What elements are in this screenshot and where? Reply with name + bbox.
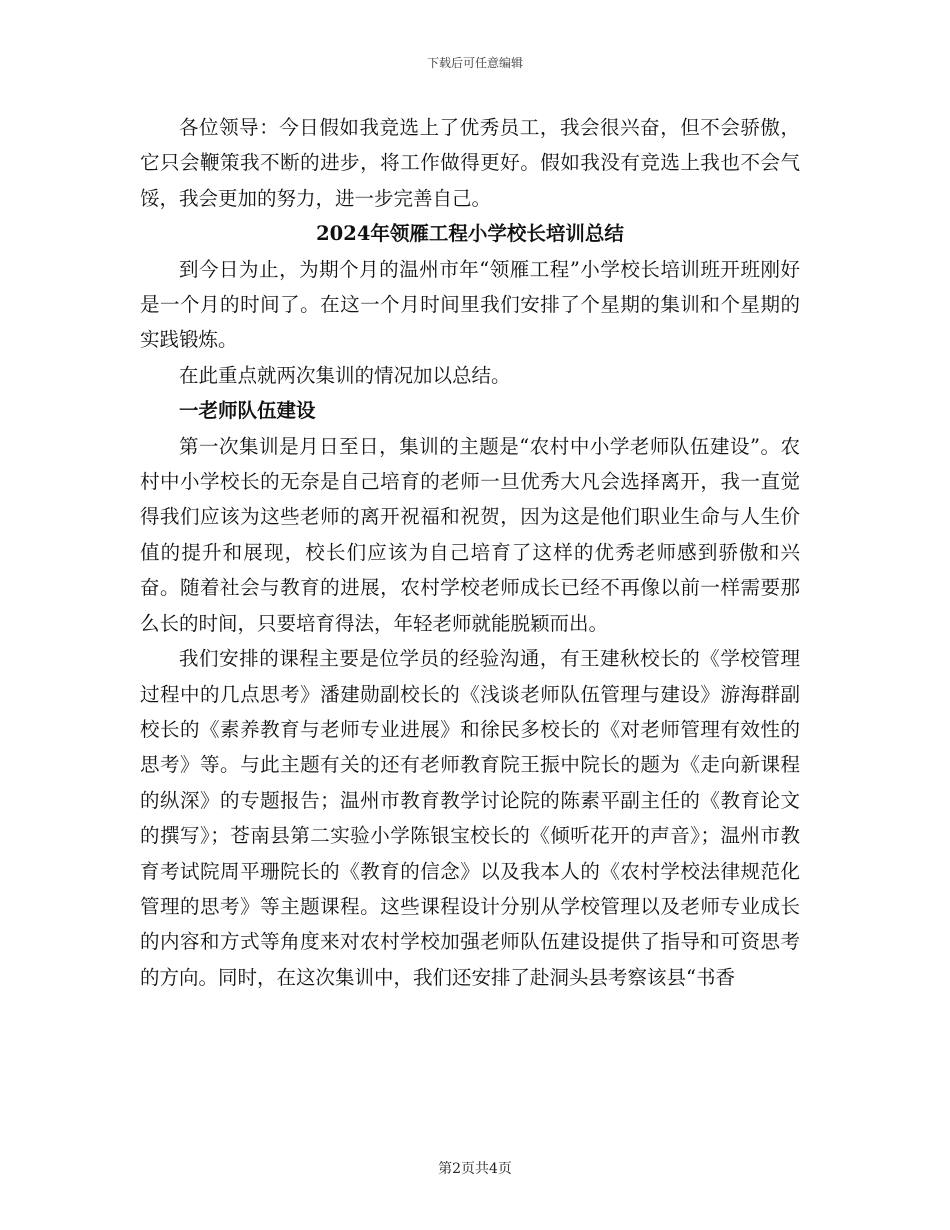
paragraph-intro: 到今日为止，为期个月的温州市年“领雁工程”小学校长培训班开班刚好是一个月的时间了。在这一个月时间里我们安排了个星期的集训和个星期的实践锻炼。 [140,257,800,352]
paragraph-summary-focus: 在此重点就两次集训的情况加以总结。 [179,363,511,387]
paragraph-first-training: 第一次集训是月日至日，集训的主题是“农村中小学老师队伍建设”。农村中小学校长的无奈是自己培育的老师一旦优秀大凡会选择离开，我一直觉得我们应该为这些老师的离开祝福和祝贺，因为这是他们职业生命与人生价值的提升和展现，校长们应该为自己培育了这样的优秀老师感到骄傲和兴奋。随着社会与教育的进展，农村学校老师成长已经不再像以前一样需要那么长的时间，只要培育得法，年轻老师就能脱颖而出。 [140,434,800,635]
document-title: 2024年领雁工程小学校长培训总结 [316,222,624,246]
paragraph-courses: 我们安排的课程主要是位学员的经验沟通，有王建秋校长的《学校管理过程中的几点思考》潘建勋副校长的《浅谈老师队伍管理与建设》游海群副校长的《素养教育与老师专业进展》和徐民多校长的《对老师管理有效性的思考》等。与此主题有关的还有老师教育院王振中院长的题为《走向新课程的纵深》的专题报告；温州市教育教学讨论院的陈素平副主任的《教育论文的撰写》；苍南县第二实验小学陈银宝校长的《倾听花开的声音》；温州市教育考试院周平珊院长的《教育的信念》以及我本人的《农村学校法律规范化管理的思考》等主题课程。这些课程设计分别从学校管理以及老师专业成长的内容和方式等角度来对农村学校加强老师队伍建设提供了指导和可资思考的方向。同时，在这次集训中，我们还安排了赴洞头县考察该县“书香 [140,647,800,989]
page-number-footer: 第2页共4页 [438,1161,512,1177]
paragraph-speech-closing: 各位领导：今日假如我竞选上了优秀员工，我会很兴奋，但不会骄傲，它只会鞭策我不断的进步，将工作做得更好。假如我没有竞选上我也不会气馁，我会更加的努力，进一步完善自己。 [140,116,800,210]
document-body [140,110,800,995]
page-header-note: 下载后可任意编辑 [426,56,523,70]
section-heading-teacher-team: 一老师队伍建设 [179,399,316,423]
